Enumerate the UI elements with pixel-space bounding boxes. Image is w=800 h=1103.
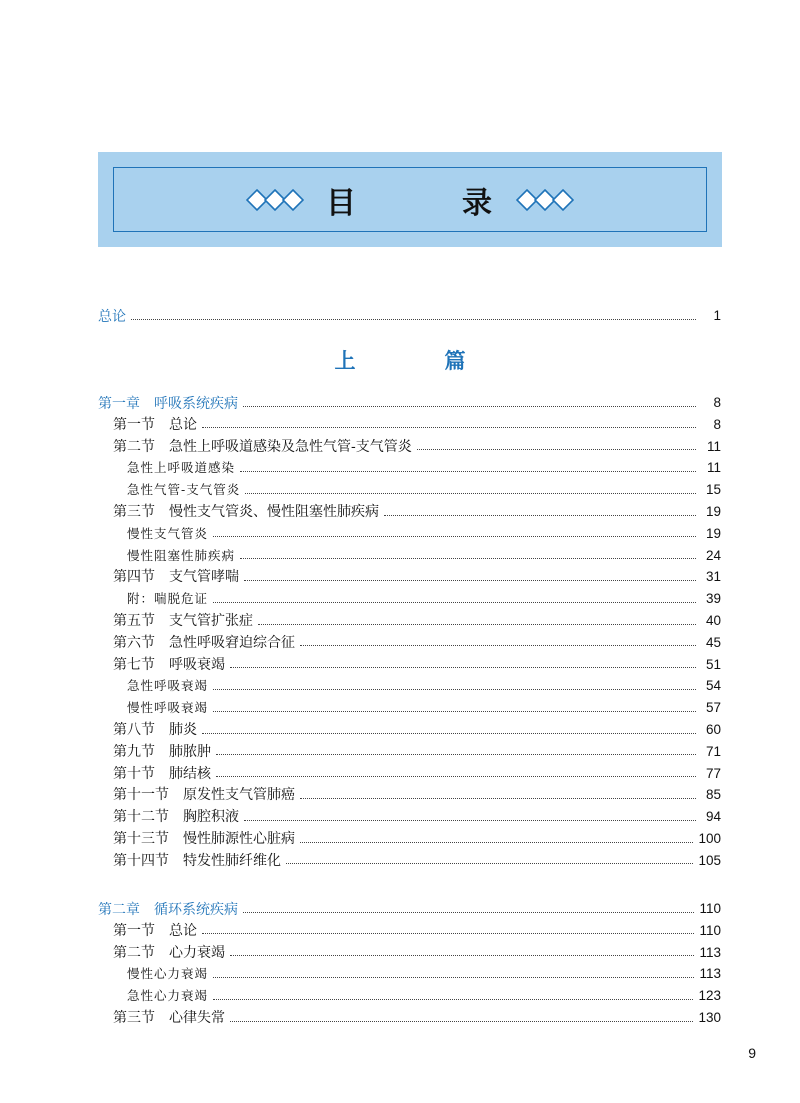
toc-entry-label: 总论 [98,308,126,324]
dot-leader [286,863,693,864]
toc-entry-page: 71 [705,743,721,759]
toc-subsection-entry [0,479,800,501]
toc-title-banner [98,152,722,247]
dot-leader [131,319,696,320]
toc-entry-page: 100 [698,831,721,846]
toc-entry-label: 急性上呼吸道感染 [127,460,236,476]
toc-entry-label: 急性呼吸衰竭 [127,678,209,694]
dot-leader [240,471,696,472]
toc-entry-page: 19 [705,504,721,519]
toc-entry-page: 110 [699,922,721,938]
toc-entry-label: 附：喘脱危证 [127,591,209,607]
dot-leader [202,733,696,734]
toc-section-entry [0,566,800,588]
toc-entry-page: 8 [713,395,721,410]
dot-leader [213,999,693,1000]
toc-entry-page: 19 [705,525,721,541]
dot-leader [245,493,696,494]
toc-entry-page: 40 [705,613,721,628]
toc-section-entry [0,806,800,828]
toc-section-entry [0,784,800,806]
dot-leader [216,776,696,777]
toc-entry-page: 45 [705,634,721,650]
toc-entry-page: 94 [705,809,721,825]
dot-leader [213,689,696,690]
toc-entry-label: 急性心力衰竭 [127,988,209,1004]
toc-entry-label: 慢性呼吸衰竭 [127,700,209,716]
toc-chapter-entry [0,305,800,327]
toc-subsection-entry [0,675,800,697]
toc-entry-page: 8 [713,416,721,432]
toc-entry-label: 第二章 循环系统疾病 [98,901,238,917]
toc-entry-page: 1 [713,308,721,323]
toc-entry-label: 第十三节 慢性肺源性心脏病 [113,831,295,847]
toc-entry-page: 54 [705,678,721,694]
toc-entry-label: 慢性阻塞性肺疾病 [127,547,236,563]
toc-entry-page: 113 [699,966,721,982]
part-heading: 上 篇 [334,350,500,373]
toc-entry-label: 第二节 心力衰竭 [113,944,225,961]
dot-leader [230,1021,693,1022]
toc-entry-page: 130 [698,1010,721,1025]
dot-leader [300,645,696,646]
dot-leader [244,580,696,581]
dot-leader [202,427,696,428]
toc-section-entry [0,741,800,763]
toc-entry-page: 24 [705,547,721,563]
toc-entry-page: 113 [699,944,721,960]
toc-entry-label: 第十一节 原发性支气管肺癌 [113,787,295,804]
toc-entry-page: 105 [698,852,721,868]
toc-entry-page: 11 [706,438,721,454]
toc-subsection-entry [0,545,800,567]
toc-entry-page: 123 [698,988,721,1004]
dot-leader [213,536,696,537]
toc-section-entry [0,828,800,850]
toc-subsection-entry [0,697,800,719]
toc-chapter-entry [0,898,800,920]
dot-leader [258,624,696,625]
dot-leader [243,912,694,913]
toc-entry-label: 第三节 心律失常 [113,1010,225,1026]
toc-section-entry [0,942,800,964]
toc-subsection-entry [0,457,800,479]
toc-entry-page: 11 [706,460,721,476]
toc-entry-label: 第九节 肺脓肿 [113,743,211,760]
toc-entry-page: 31 [705,569,721,585]
toc-entry-page: 57 [705,700,721,716]
dot-leader [243,406,696,407]
toc-entry-label: 慢性支气管炎 [127,525,209,541]
dot-leader [384,515,696,516]
toc-entry-label: 第六节 急性呼吸窘迫综合征 [113,634,295,651]
toc-title-frame [113,167,707,232]
toc-section-entry [0,763,800,785]
dot-leader [213,602,696,603]
toc-section-entry [0,1007,800,1029]
toc-section-entry [0,610,800,632]
page-number: 9 [748,1045,756,1061]
dot-leader [216,754,696,755]
toc-entry-label: 第十节 肺结核 [113,765,211,782]
toc-entry-page: 39 [705,591,721,607]
dot-leader [202,933,694,934]
diamond-chain-icon [516,189,574,211]
toc-entry-label: 第二节 急性上呼吸道感染及急性气管-支气管炎 [113,438,412,455]
toc-subsection-entry [0,985,800,1007]
toc-subsection-entry [0,523,800,545]
diamond-chain-icon [246,189,304,211]
toc-section-entry [0,501,800,523]
toc-section-entry [0,920,800,942]
toc-section-entry [0,850,800,872]
toc-entry-label: 第一章 呼吸系统疾病 [98,395,238,411]
toc-entry-label: 第十二节 胸腔积液 [113,809,239,826]
toc-section-entry [0,654,800,676]
toc-entry-label: 急性气管-支气管炎 [127,482,241,498]
toc-entry-label: 第一节 总论 [113,922,197,939]
toc-subsection-entry [0,963,800,985]
dot-leader [417,449,696,450]
toc-section-entry [0,632,800,654]
dot-leader [300,842,693,843]
toc-entry-page: 77 [705,765,721,781]
toc-title-char-2: 录 [462,185,494,221]
toc-section-entry [0,436,800,458]
toc-entry-label: 第十四节 特发性肺纤维化 [113,852,281,869]
toc-title-char-1: 目 [326,185,358,221]
toc-entry-label: 第三节 慢性支气管炎、慢性阻塞性肺疾病 [113,504,379,520]
dot-leader [230,667,696,668]
toc-entry-label: 第八节 肺炎 [113,722,197,738]
toc-section-entry [0,719,800,741]
toc-entry-page: 51 [705,656,721,672]
dot-leader [213,977,694,978]
toc-subsection-entry [0,588,800,610]
toc-chapter-entry [0,392,800,414]
toc-entry-page: 85 [705,787,721,803]
toc-title [246,178,574,222]
toc-entry-label: 第五节 支气管扩张症 [113,613,253,629]
toc-entry-page: 60 [705,722,721,737]
toc-entry-label: 慢性心力衰竭 [127,966,209,982]
toc-entry-page: 110 [699,901,721,916]
toc-entry-page: 15 [705,482,721,498]
dot-leader [244,820,696,821]
toc-entry-label: 第七节 呼吸衰竭 [113,656,225,673]
dot-leader [213,711,696,712]
toc-section-entry [0,414,800,436]
toc-entry-label: 第四节 支气管哮喘 [113,569,239,586]
toc-entry-label: 第一节 总论 [113,416,197,433]
dot-leader [300,798,696,799]
dot-leader [230,955,694,956]
dot-leader [240,558,696,559]
